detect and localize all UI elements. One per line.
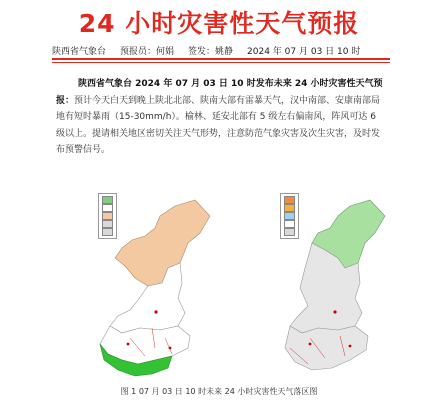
forecast-body	[56, 76, 386, 159]
province-map-left	[60, 188, 230, 383]
issuer: 签发：姚静	[188, 47, 234, 57]
issue-date: 2024 年 07 月 03 日 10 时	[247, 47, 361, 57]
warning-map-left	[60, 188, 230, 383]
forecast-title: 24 小时灾害性天气预报	[78, 9, 360, 38]
forecast-text: 预计今天白天到晚上陕北北部、陕南大部有雷暴天气，汉中南部、安康南部局地有短时暴雨（15-30mm/h）。榆林、延安北部有 5 级左右偏南风，阵风可达 6 级以上。提请相关地区密切关注天气形势，注意防范气象灾害及次生灾害，及时发布预警信号。	[56, 95, 381, 155]
warning-map-right	[250, 188, 420, 383]
issue-meta	[52, 44, 390, 57]
forecaster: 预报员：何娟	[120, 47, 175, 57]
agency-name: 陕西省气象台	[52, 47, 107, 57]
province-map-right	[250, 188, 420, 383]
region-south-right	[285, 326, 368, 370]
map-legend-right	[280, 193, 299, 239]
header-divider-thin	[52, 62, 390, 63]
figure-caption: 图 1 07 月 03 日 10 时未来 24 小时灾害性天气落区图	[120, 387, 318, 396]
forecast-lead: 陕西省气象台 2024 年 07 月 03 日 10 时发布未来 24 小时灾害性天气预报：	[56, 79, 383, 106]
header-divider	[52, 58, 390, 60]
region-north	[115, 200, 210, 286]
map-legend	[98, 193, 117, 239]
